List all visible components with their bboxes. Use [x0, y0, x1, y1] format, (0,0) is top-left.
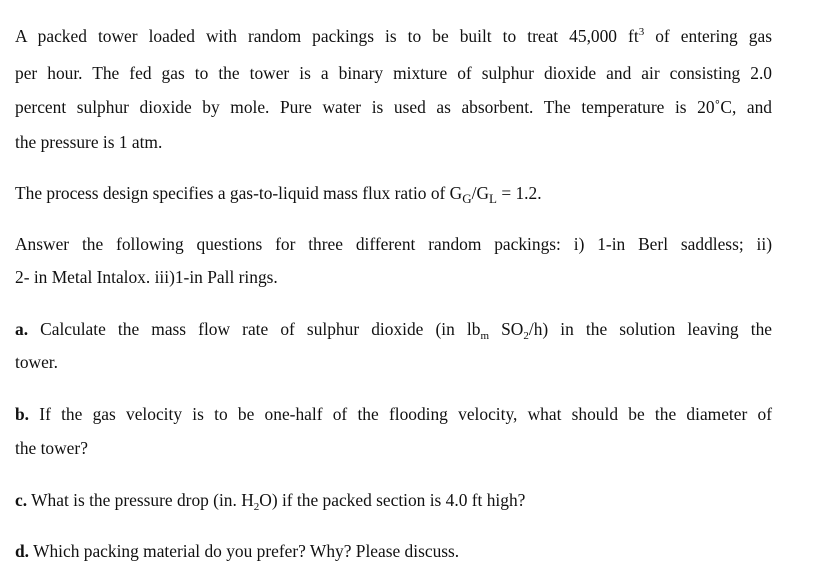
question-c: c. What is the pressure drop (in. $H_2O$) if the packed section is 4.0 ft high? — [15, 490, 526, 513]
question-a-line-2: tower. — [15, 352, 58, 372]
question-a-label: a. — [15, 319, 29, 339]
paragraph-1-line-3: percent sulphur dioxide by mole. Pure water is used as absorbent. The temperature is 20˚C, and — [15, 97, 772, 117]
paragraph-1-line-2: per hour. The fed gas to the tower is a binary mixture of sulphur dioxide and air consisting 2.0 — [15, 63, 772, 83]
paragraph-3-line-1: Answer the following questions for three different random packings: i) 1-in Berl saddless; ii) — [15, 234, 772, 254]
question-c-label: c. — [15, 490, 28, 510]
question-b-line-1: b. If the gas velocity is to be one-half of the flooding velocity, what should be the diameter of — [15, 404, 772, 424]
question-d: d. Which packing material do you prefer? Why? Please discuss. — [15, 541, 460, 561]
paragraph-1-line-4: the pressure is 1 atm. — [15, 132, 163, 152]
paragraph-1-line-1: A packed tower loaded with random packings is to be built to treat 45,000 $ft^3$ of entering gas — [15, 26, 772, 46]
paragraph-2: The process design specifies a gas-to-liquid mass flux ratio of $G_G/G_L = 1.2$. — [15, 183, 542, 206]
question-a-line-1: a. Calculate the mass flow rate of sulphur dioxide (in $lb_m$ $SO_2/h$) in the solution leaving the — [15, 319, 772, 342]
question-b-line-2: the tower? — [15, 438, 88, 458]
paragraph-3-line-2: 2- in Metal Intalox. iii)1-in Pall rings. — [15, 267, 278, 287]
question-d-label: d. — [15, 541, 30, 561]
question-b-label: b. — [15, 404, 30, 424]
